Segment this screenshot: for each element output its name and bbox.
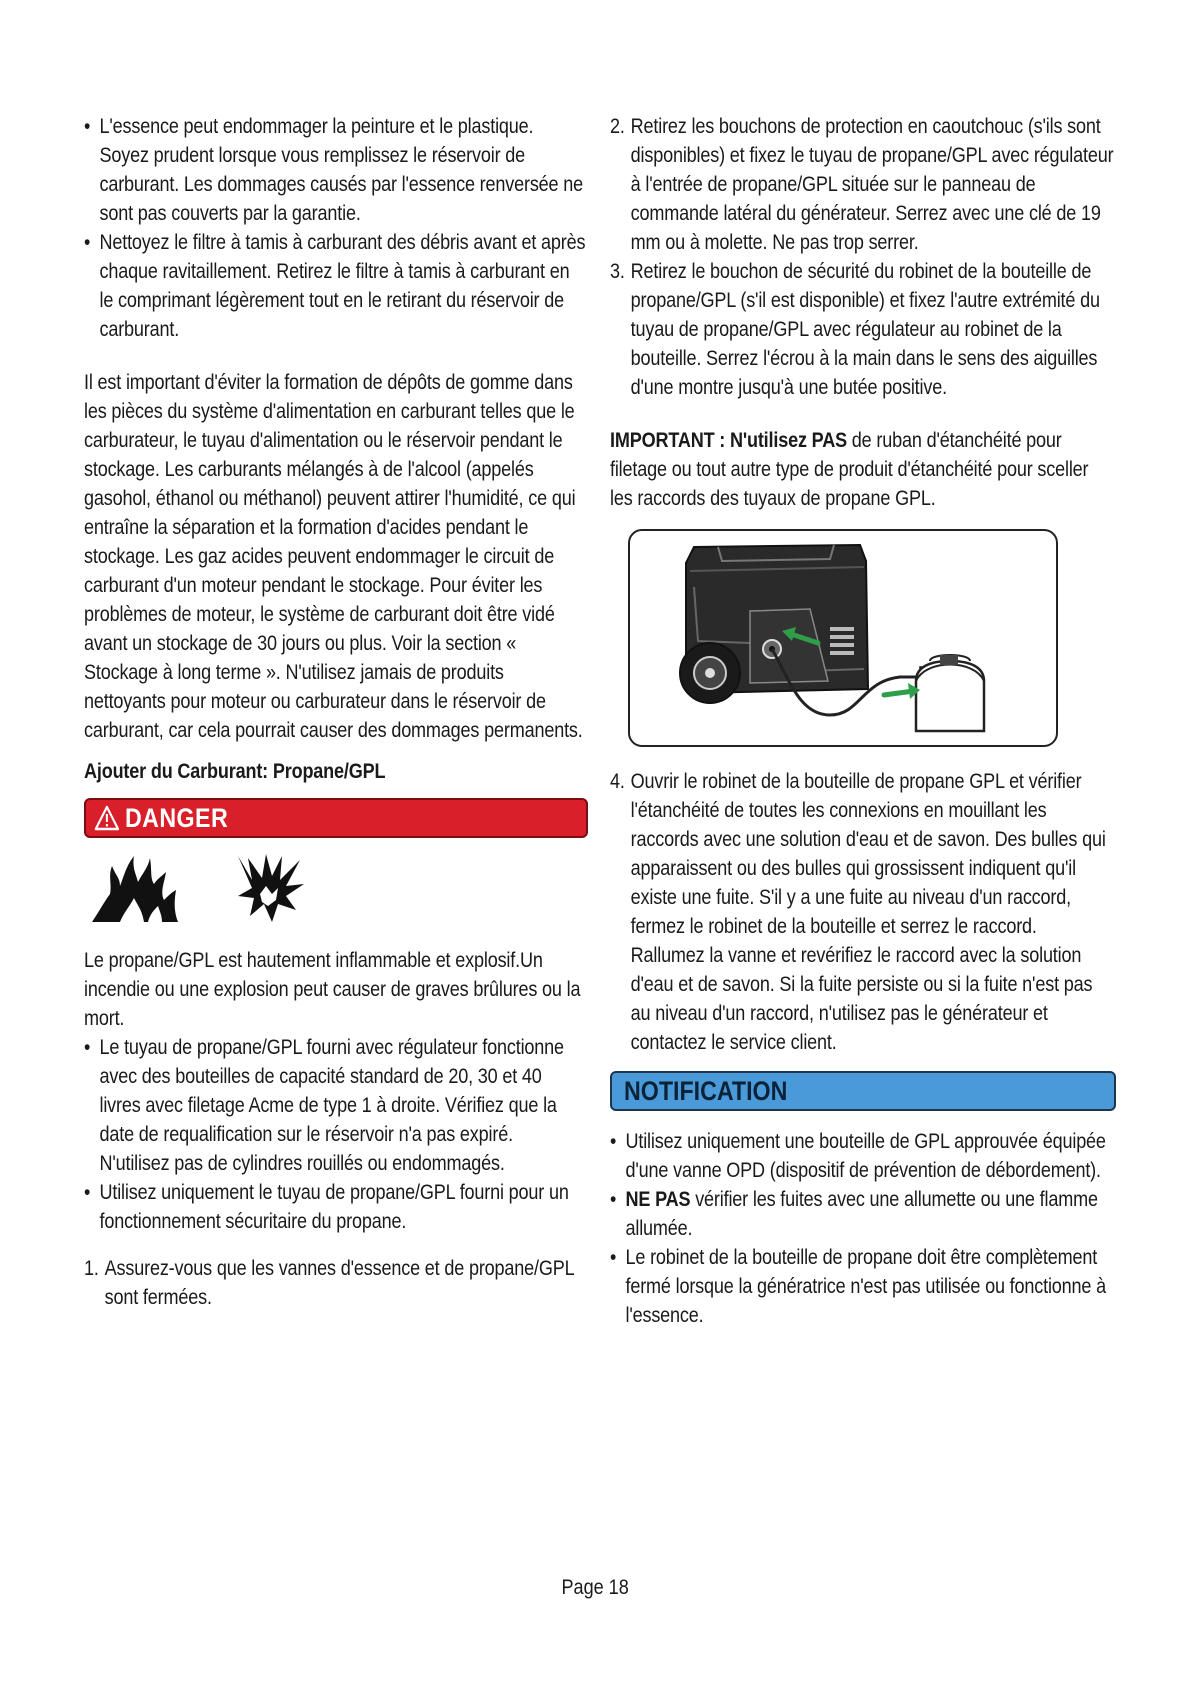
list-item	[610, 767, 1115, 1057]
notification-label: NOTIFICATION	[624, 1076, 788, 1106]
section-heading: Ajouter du Carburant: Propane/GPL	[84, 760, 386, 783]
page-number: Page 18	[561, 1576, 630, 1599]
steps-list-right-lower	[610, 767, 1115, 1057]
list-item	[610, 1185, 1115, 1243]
right-column-text	[610, 112, 1115, 513]
explosion-icon	[236, 850, 306, 924]
right-column	[610, 112, 1116, 1330]
right-column-text-lower	[610, 767, 1115, 1057]
list-item: • Nettoyez le filtre à tamis à carburant des débris avant et après chaque ravitaillement. Retirez le filtre à tamis à carburant en le comprimant légèrement tout en le retirant du réservoir de carburant.	[84, 228, 587, 344]
generator-propane-diagram	[628, 529, 1058, 747]
step-text: Assurez-vous que les vannes d'essence et de propane/GPL sont fermées.	[104, 1257, 574, 1309]
list-item: • Le robinet de la bouteille de propane doit être complètement fermé lorsque la génératrice n'est pas utilisée ou fonctionne à l'essence.	[610, 1243, 1115, 1330]
list-item	[610, 112, 1115, 257]
left-column-text	[84, 112, 587, 786]
danger-text: Le propane/GPL est hautement inflammable et explosif.Un incendie ou une explosion peut causer de graves brûlures ou la mort.	[84, 949, 581, 1030]
left-column	[84, 112, 588, 1312]
steps-list-left	[84, 1254, 587, 1312]
step-number: 2.	[610, 115, 625, 138]
warning-triangle-icon	[94, 805, 120, 831]
left-column-text-lower	[84, 946, 587, 1312]
step-text: Retirez les bouchons de protection en caoutchouc (s'ils sont disponibles) et fixez le tuyau de propane/GPL avec régulateur à l'entrée de propane/GPL située sur le panneau de commande latéral du générateur. Serrez avec une clé de 19 mm ou à molette. Ne pas trop serrer.	[630, 115, 1114, 254]
bold-text: NE PAS	[625, 1188, 691, 1211]
notification-text	[610, 1127, 1115, 1330]
notification-bullets	[610, 1127, 1115, 1330]
step-number: 4.	[610, 770, 625, 793]
notification-banner	[610, 1071, 1116, 1111]
step-number: 3.	[610, 260, 625, 283]
hazard-symbols	[84, 844, 588, 936]
list-item	[84, 1254, 587, 1312]
steps-list-right	[610, 112, 1115, 402]
important-label: IMPORTANT : N'utilisez PAS	[610, 429, 847, 452]
list-item	[610, 257, 1115, 402]
storage-paragraph: Il est important d'éviter la formation de dépôts de gomme dans les pièces du système d'alimentation en carburant telles que le carburateur, le tuyau d'alimentation ou le réservoir pendant le stockage. Les carburants mélangés à de l'alcool (appelés gasohol, éthanol ou méthanol) peuvent attirer l'humidité, ce qui entraîne la séparation et la formation d'acides pendant le stockage. Les gaz acides peuvent endommager le circuit de carburant d'un moteur pendant le stockage. Pour éviter les problèmes de moteur, le système de carburant doit être vidé avant un stockage de 30 jours ou plus. Voir la section « Stockage à long terme ». N'utilisez jamais de produits nettoyants pour moteur ou carburateur dans le réservoir de carburant, car cela pourrait causer des dommages permanents.	[84, 371, 583, 742]
bullet-text: vérifier les fuites avec une allumette ou une flamme allumée.	[625, 1188, 1098, 1240]
fire-icon	[90, 848, 180, 924]
danger-label: DANGER	[124, 803, 229, 833]
danger-banner	[84, 798, 588, 838]
list-item: • Utilisez uniquement le tuyau de propane/GPL fourni pour un fonctionnement sécuritaire du propane.	[84, 1178, 587, 1236]
list-item: • L'essence peut endommager la peinture et le plastique. Soyez prudent lorsque vous remplissez le réservoir de carburant. Les dommages causés par l'essence renversée ne sont pas couverts par la garantie.	[84, 112, 587, 228]
fuel-bullets	[84, 112, 587, 344]
important-text: de ruban d'étanchéité pour filetage ou tout autre type de produit d'étanchéité pour sceller les raccords des tuyaux de propane GPL.	[610, 429, 1089, 510]
step-number: 1.	[84, 1257, 99, 1280]
important-note	[610, 426, 1115, 513]
list-item: • Utilisez uniquement une bouteille de GPL approuvée équipée d'une vanne OPD (dispositif de prévention de débordement).	[610, 1127, 1115, 1185]
generator-illustration	[630, 531, 1056, 745]
list-item: • Le tuyau de propane/GPL fourni avec régulateur fonctionne avec des bouteilles de capacité standard de 20, 30 et 40 livres avec filetage Acme de type 1 à droite. Vérifiez que la date de requalification sur le réservoir n'a pas expiré. N'utilisez pas de cylindres rouillés ou endommagés.	[84, 1033, 587, 1178]
propane-bullets	[84, 1033, 587, 1236]
step-text: Retirez le bouchon de sécurité du robinet de la bouteille de propane/GPL (s'il est disponible) et fixez l'autre extrémité du tuyau de propane/GPL avec régulateur au robinet de la bouteille. Serrez l'écrou à la main dans le sens des aiguilles d'une montre jusqu'à une butée positive.	[630, 260, 1100, 399]
step-text: Ouvrir le robinet de la bouteille de propane GPL et vérifier l'étanchéité de toutes les connexions en mouillant les raccords avec une solution d'eau et de savon. Des bulles qui apparaissent ou des bulles qui grossissent indiquent qu'il existe une fuite. S'il y a une fuite au niveau d'un raccord, fermez le robinet de la bouteille et serrez le raccord. Rallumez la vanne et revérifiez le raccord avec la solution d'eau et de savon. Si la fuite persiste ou si la fuite n'est pas au niveau d'un raccord, n'utilisez pas le générateur et contactez le service client.	[630, 770, 1106, 1054]
